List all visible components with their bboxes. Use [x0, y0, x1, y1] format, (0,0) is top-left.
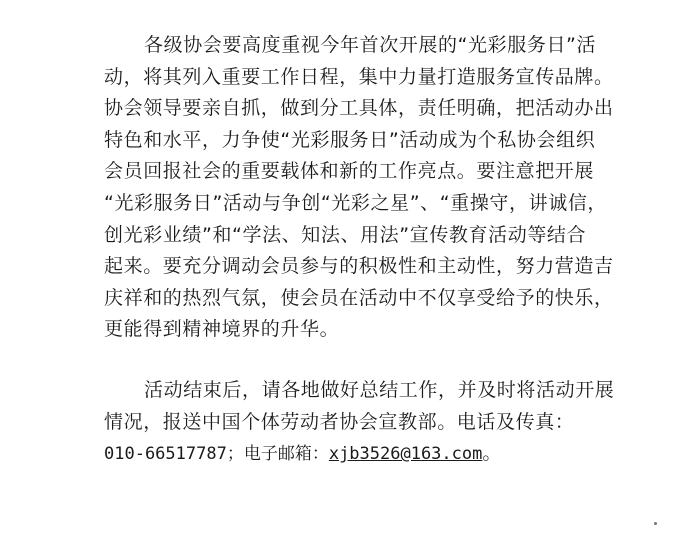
text-line: 各级协会要高度重视今年首次开展的“光彩服务日”活	[144, 34, 597, 56]
phone-text: 010-66517787；电子邮箱：	[104, 444, 329, 465]
text-line: 更能得到精神境界的升华。	[104, 318, 340, 341]
paragraph-reporting	[104, 375, 624, 470]
end-punctuation: 。	[482, 442, 502, 465]
paragraph-event-requirements	[104, 30, 624, 346]
text-line: 协会领导要亲自抓，做到分工具体，责任明确，把活动办出	[104, 97, 614, 120]
text-line: 创光彩业绩”和“学法、知法、用法”宣传教育活动等结合	[104, 223, 587, 246]
text-line: 动，将其列入重要工作日程，集中力量打造服务宣传品牌。	[104, 65, 614, 88]
text-line: 活动结束后，请各地做好总结工作，并及时将活动开展	[144, 379, 615, 401]
text-line: “光彩服务日”活动与争创“光彩之星”、“重操守，讲诚信，	[104, 191, 608, 214]
text-line: 特色和水平，力争使“光彩服务日”活动成为个私协会组织	[104, 128, 596, 151]
text-line: 庆祥和的热烈气氛，使会员在活动中不仅享受给予的快乐，	[104, 286, 614, 309]
text-line: 起来。要充分调动会员参与的积极性和主动性，努力营造吉	[104, 255, 614, 278]
email-link[interactable]: xjb3526@163.com	[328, 444, 483, 465]
text-line: 情况，报送中国个体劳动者协会宣教部。电话及传真：	[104, 410, 575, 433]
scan-speck	[654, 522, 657, 525]
text-line: 会员回报社会的重要载体和新的工作亮点。要注意把开展	[104, 160, 595, 183]
contact-line	[104, 438, 624, 470]
